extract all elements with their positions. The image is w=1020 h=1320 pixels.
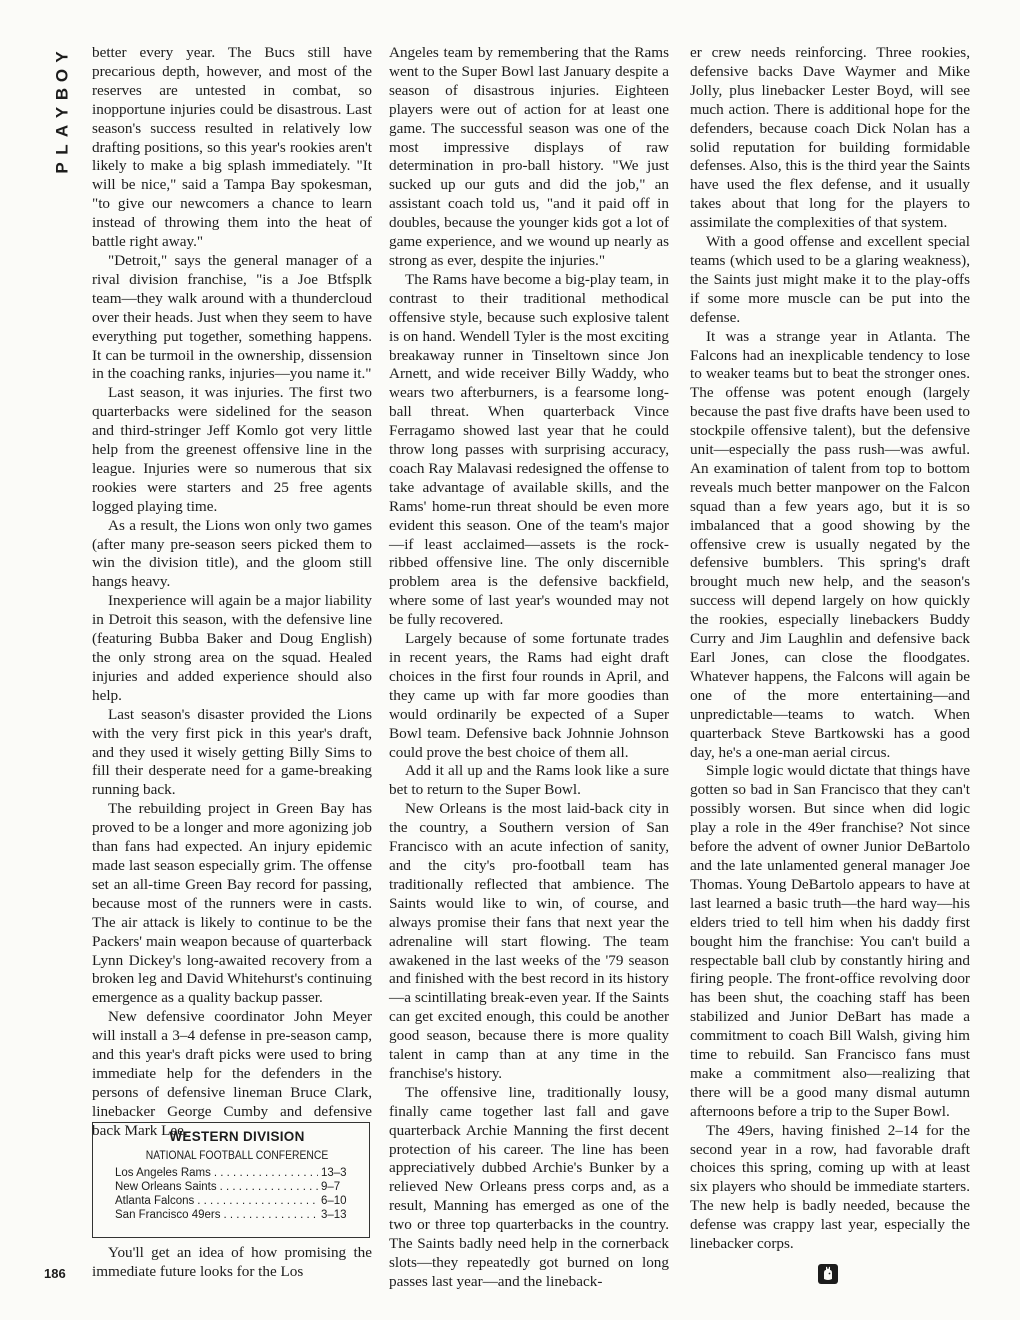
article-paragraph: "Detroit," says the general manager of a rival division franchise, "is a Joe Btfsplk team—they walk around with a thundercloud over their heads. Just when they seem to have everything put together, something happens. It can be turmoil in the ownership, dissension in the coaching ranks, injuries—you name it." [92, 251, 372, 383]
standings-row [115, 1208, 359, 1222]
standings-table [115, 1166, 359, 1222]
article-paragraph: Largely because of some fortunate trades in recent years, the Rams had eight draft choices in the first four rounds in April, and they came up with far more goodies than would ordinarily be expected of a Super Bowl team. Defensive back Johnnie Johnson could prove the best choice of them all. [389, 630, 669, 761]
magazine-name-letter: Y [52, 51, 72, 63]
team-name: New Orleans Saints [115, 1181, 217, 1193]
page-number: 186 [44, 1266, 66, 1281]
article-column-2 [389, 44, 669, 1290]
team-name: Atlanta Falcons [115, 1195, 195, 1207]
leader-dots [214, 1166, 318, 1180]
magazine-name-letter: A [52, 124, 72, 138]
article-paragraph: better every year. The Bucs still have precarious depth, however, and most of the reserves are untested in combat, so inopportune injuries could be disastrous. Last season's success resulted in relatively low drafting positions, so this year's rookies aren't likely to make a big splash immediately. "It will be nice," said a Tampa Bay spokesman, "to give our newcomers a chance to learn instead of throwing them into the heat of battle right away." [92, 44, 372, 251]
article-paragraph: New defensive coordinator John Meyer will install a 3–4 defense in pre-season camp, and this year's draft picks were used to bring immediate help for the defenders in the persons of defensive lineman Bruce Clark, linebacker George Cumby and defensive back Mark Lee. [92, 1008, 372, 1139]
team-name: San Francisco 49ers [115, 1209, 221, 1221]
article-paragraph: Angeles team by remembering that the Rams went to the Super Bowl last January despite a season of disastrous injuries. Eighteen players were out of action for at least one game. The successful season was one of the most impressive displays of raw determination in pro-ball history. "We just sucked up our guts and did the job," an assistant coach told us, "and it paid off in doubles, because the younger kids got a lot of game experience, and we wound up nearly as strong as ever, despite the injuries." [389, 44, 669, 269]
leader-dots [223, 1208, 318, 1222]
article-paragraph: Last season's disaster provided the Lions with the very first pick in this year's draft, and they used it wisely getting Billy Sims to fill their desperate need for a game-breaking running back. [92, 705, 372, 799]
team-name: Los Angeles Rams [115, 1167, 211, 1179]
rabbit-head-end-mark-icon [818, 1264, 838, 1284]
magazine-name-vertical [44, 40, 80, 180]
article-paragraph: Last season, it was injuries. The first two quarterbacks were sidelined for the season and third-stringer Jeff Komlo got very little help from the greenest offensive line in the league. Injuries were so numerous that six rookies were starters and 25 free agents logged playing time. [92, 384, 372, 515]
standings-box [92, 1122, 370, 1238]
article-paragraph: The rebuilding project in Green Bay has proved to be a longer and more agonizing job than fans had expected. An injury epidemic made last season especially grim. The offense set an all-time Green Bay record for passing, because most of the runners were in casts. The air attack is likely to continue to be the Packers' main weapon because of quarterback Lynn Dickey's long-awaited recovery from a broken leg and David Whitehurst's continuing emergence as a quality backup passer. [92, 800, 372, 1007]
article-column-1-continued [92, 1244, 372, 1282]
team-record: 9–7 [321, 1181, 341, 1193]
standings-title: WESTERN DIVISION [169, 1129, 305, 1144]
standings-subtitle: NATIONAL FOOTBALL CONFERENCE [145, 1150, 329, 1162]
article-paragraph: It was a strange year in Atlanta. The Falcons had an inexplicable tendency to lose to weaker teams but to beat the stronger ones. The offense was potent enough (largely because the past five drafts have been used to stockpile offensive talent), but the defensive unit—especially the pass rush—was awful. An examination of talent from top to bottom reveals much better manpower on the Falcon squad than a few years ago, but it is so imbalanced that a good showing by the offensive crew is usually negated by the defensive bumblers. This spring's draft brought much new help, and the season's success will depend largely on how quickly the rookies, especially linebackers Buddy Curry and Jim Laughlin and defensive back Earl Jones, can close the floodgates. Whatever happens, the Falcons will again be one of the more entertaining—and unpredictable—teams to watch. When quarterback Steve Bartkowski has a good day, he's a one-man aerial circus. [690, 327, 970, 761]
standings-row [115, 1194, 359, 1208]
magazine-name-letter: B [52, 87, 72, 101]
article-paragraph: You'll get an idea of how promising the immediate future looks for the Los [92, 1244, 372, 1280]
leader-dots [197, 1194, 318, 1208]
article-paragraph: New Orleans is the most laid-back city in the country, a Southern version of San Francisco with an acute infection of sanity, and the city's pro-football team has traditionally reflected that ambience. The Saints would like to win, of course, and always promise their fans that next year the adrenaline will start flowing. The team awakened in the last weeks of the '79 season and finished with the best record in its history—a scintillating break-even year. If the Saints can get excited enough, this could be another good season, because there is more quality talent in camp than at any time in the franchise's history. [389, 800, 669, 1082]
article-column-3 [690, 44, 970, 1264]
article-paragraph: Add it all up and the Rams look like a sure bet to return to the Super Bowl. [389, 762, 669, 799]
article-paragraph: The Rams have become a big-play team, in contrast to their traditional methodical offensive style, because such explosive talent is on hand. Wendell Tyler is the most exciting breakaway runner in Tinseltown since Jon Arnett, and wide receiver Billy Waddy, who wears two afterburners, is a fearsome long-ball threat. When quarterback Vince Ferragamo showed last year that he could throw long passes with surprising accuracy, coach Ray Malavasi redesigned the offense to take advantage of available skills, and the Rams' home-run threat should be even more evident this season. One of the team's major—if least acclaimed—assets is the rock-ribbed offensive line. The only discernible problem area is the defensive backfield, where some of last year's wounded may not be fully recovered. [389, 270, 669, 629]
magazine-name-letter: O [52, 68, 72, 83]
article-paragraph: The 49ers, having finished 2–14 for the second year in a row, had favorable draft choices this spring, coming up with at least six players who should be immediate starters. The new help is badly needed, because the defense was crappy last year, especially the linebacker corps. [690, 1121, 970, 1253]
magazine-name-letter: Y [52, 106, 72, 119]
magazine-name-letter: P [52, 162, 72, 174]
article-paragraph: The offensive line, traditionally lousy, finally came together last fall and gave quarterback Archie Manning the first decent protection of his career. The line has been appreciatively dubbed Archie's Bunker by a relieved New Orleans press corps and, as a result, Manning has emerged as one of the two or three top quarterbacks in the country. The Saints badly need help in the cornerback slots—they repeatedly got burned on long passes last year—and the lineback- [389, 1083, 669, 1290]
team-record: 6–10 [321, 1195, 347, 1207]
standings-row [115, 1180, 359, 1194]
article-paragraph: Simple logic would dictate that things have gotten so bad in San Francisco that they can't possibly worsen. But since when did logic play a role in the 49er franchise? Not since before the advent of owner Junior DeBartolo and the late unlamented general manager Joe Thomas. Young DeBartolo appears to have at last learned a basic truth—the hard way—his elders tried to tell him when his daddy first bought him the franchise: You can't build a respectable ball club by constantly hiring and firing people. The front-office revolving door has been shut, the coaching staff has been stabilized and Junior DeBart has made a commitment to coach Bill Walsh, giving him time to rebuild. San Francisco fans must make a commitment also—realizing that there will be a good many dismal autumn afternoons before a trip to the Super Bowl. [690, 762, 970, 1120]
article-paragraph: With a good offense and excellent special teams (which used to be a glaring weakness), the Saints just might make it to the play-offs if some more muscle can be put into the defense. [690, 233, 970, 326]
magazine-name-letter: L [52, 144, 72, 155]
article-paragraph: As a result, the Lions won only two games (after many pre-season seers picked them to win the division title), and the gloom still hangs heavy. [92, 516, 372, 591]
team-record: 13–3 [321, 1167, 347, 1179]
standings-row [115, 1166, 359, 1180]
article-paragraph: Inexperience will again be a major liability in Detroit this season, with the defensive line (featuring Bubba Baker and Doug English) the only strong area on the squad. Healed injuries and added experience should also help. [92, 592, 372, 704]
article-paragraph: er crew needs reinforcing. Three rookies, defensive backs Dave Waymer and Mike Jolly, plus linebacker Lester Boyd, will see much action. There is additional hope for the defenders, because coach Dick Nolan has a solid reputation for building formidable defenses. Also, this is the third year the Saints have used the flex defense, and it usually takes about that long for the players to assimilate the complexities of that system. [690, 44, 970, 232]
team-record: 3–13 [321, 1209, 347, 1221]
leader-dots [220, 1180, 318, 1194]
